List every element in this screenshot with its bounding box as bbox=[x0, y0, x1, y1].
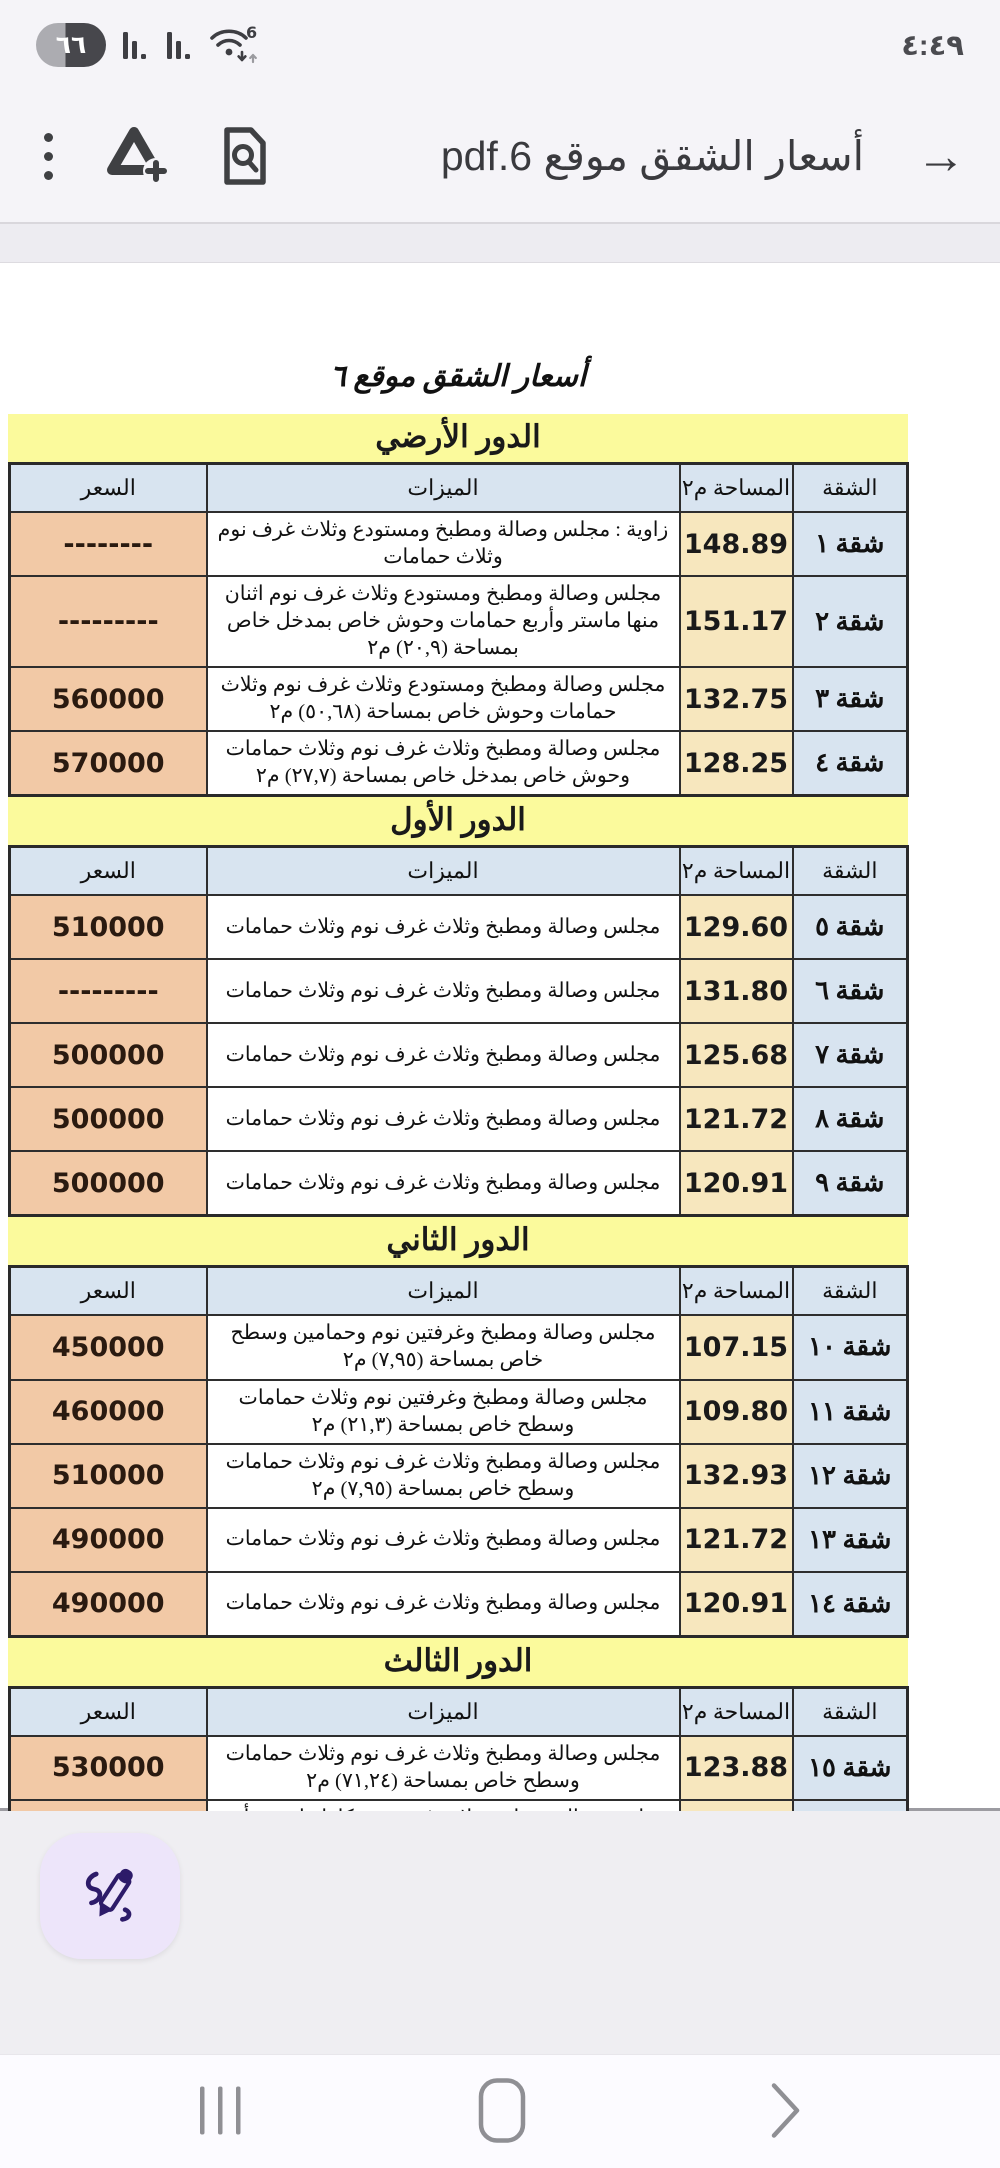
col-header-features: الميزات bbox=[207, 847, 680, 896]
area-cell: 148.89 bbox=[680, 512, 793, 576]
price-cell: --------- bbox=[10, 959, 207, 1023]
table-row bbox=[10, 1508, 908, 1572]
area-cell: 120.91 bbox=[680, 1572, 793, 1637]
col-header-price: السعر bbox=[10, 464, 207, 513]
apartment-cell: شقة ٤ bbox=[793, 731, 908, 796]
table-header-row bbox=[10, 1687, 908, 1736]
area-cell: 132.75 bbox=[680, 667, 793, 731]
table-row bbox=[10, 1572, 908, 1637]
price-table bbox=[8, 1265, 909, 1637]
price-cell: 570000 bbox=[10, 731, 207, 796]
price-cell: 490000 bbox=[10, 1572, 207, 1637]
features-cell: مجلس وصالة ومطبخ وثلاث غرف نوم وثلاث حمامات bbox=[207, 1087, 680, 1151]
table-header-row bbox=[10, 464, 908, 513]
area-cell: 109.80 bbox=[680, 1380, 793, 1444]
col-header-area: المساحة م٢ bbox=[680, 847, 793, 896]
table-row bbox=[10, 576, 908, 667]
area-cell: 121.72 bbox=[680, 1508, 793, 1572]
features-cell: مجلس وصالة ومطبخ وغرفتين نوم وثلاث حمامات وسطح خاص بمساحة (٢١,٣) م٢ bbox=[207, 1380, 680, 1444]
col-header-area: المساحة م٢ bbox=[680, 464, 793, 513]
area-cell: 129.60 bbox=[680, 895, 793, 959]
drive-add-icon bbox=[108, 127, 170, 185]
annotate-fab[interactable] bbox=[40, 1833, 180, 1959]
nav-recents-button[interactable] bbox=[186, 2078, 256, 2145]
back-button[interactable]: → bbox=[908, 121, 974, 191]
price-cell: 510000 bbox=[10, 895, 207, 959]
table-row bbox=[10, 959, 908, 1023]
svg-text:6: 6 bbox=[246, 23, 258, 42]
price-table bbox=[8, 845, 909, 1217]
area-cell: 151.17 bbox=[680, 576, 793, 667]
price-cell: 510000 bbox=[10, 1444, 207, 1508]
features-cell: مجلس وصالة ومطبخ ومستودع وثلاث غرف نوم اثنان منها ماستر وأربع حمامات وحوش خاص بمدخل خاص بمساحة (٢٠,٩) م٢ bbox=[207, 576, 680, 667]
features-cell: مجلس وصالة ومطبخ وثلاث غرف نوم وثلاث حمامات وسطح خاص بمساحة (٧١,٢٤) م٢ bbox=[207, 1736, 680, 1800]
apartment-cell: شقة ١ bbox=[793, 512, 908, 576]
find-in-document-button[interactable] bbox=[216, 121, 272, 191]
table-row bbox=[10, 1380, 908, 1444]
price-cell: 530000 bbox=[10, 1736, 207, 1800]
features-cell: مجلس وصالة ومطبخ وغرفتين نوم وحمامين وسطح خاص بمساحة (٧,٩٥) م٢ bbox=[207, 1315, 680, 1379]
floor-banner: الدور الأول bbox=[8, 797, 908, 845]
features-cell: مجلس وصالة ومطبخ وثلاث غرف نوم وثلاث حمامات وحوش خاص بمدخل خاص بمساحة (٢٧,٧) م٢ bbox=[207, 731, 680, 796]
area-cell: 121.72 bbox=[680, 1087, 793, 1151]
features-cell: مجلس وصالة ومطبخ وثلاث غرف نوم وثلاث حمامات bbox=[207, 959, 680, 1023]
area-cell: 120.91 bbox=[680, 1151, 793, 1216]
col-header-price: السعر bbox=[10, 1687, 207, 1736]
col-header-features: الميزات bbox=[207, 464, 680, 513]
apartment-cell: شقة ٦ bbox=[793, 959, 908, 1023]
apartment-cell: شقة ١٢ bbox=[793, 1444, 908, 1508]
price-cell: --------- bbox=[10, 576, 207, 667]
price-cell: 460000 bbox=[10, 1380, 207, 1444]
col-header-features: الميزات bbox=[207, 1687, 680, 1736]
area-cell: 128.25 bbox=[680, 731, 793, 796]
floor-banner: الدور الثالث bbox=[8, 1638, 908, 1686]
col-header-apartment: الشقة bbox=[793, 464, 908, 513]
pdf-page[interactable] bbox=[0, 263, 1000, 1811]
status-bar bbox=[0, 0, 1000, 90]
content-gutter-top bbox=[0, 224, 1000, 263]
col-header-features: الميزات bbox=[207, 1267, 680, 1316]
pdf-sections bbox=[8, 414, 908, 1866]
area-cell: 132.93 bbox=[680, 1444, 793, 1508]
col-header-area: المساحة م٢ bbox=[680, 1687, 793, 1736]
col-header-price: السعر bbox=[10, 1267, 207, 1316]
table-row bbox=[10, 512, 908, 576]
nav-home-button[interactable] bbox=[472, 2071, 532, 2152]
apartment-cell: شقة ٥ bbox=[793, 895, 908, 959]
features-cell: مجلس وصالة ومطبخ وثلاث غرف نوم وثلاث حمامات bbox=[207, 895, 680, 959]
price-cell: 450000 bbox=[10, 1315, 207, 1379]
col-header-price: السعر bbox=[10, 847, 207, 896]
price-cell: 490000 bbox=[10, 1508, 207, 1572]
floor-banner: الدور الثاني bbox=[8, 1217, 908, 1265]
table-row bbox=[10, 667, 908, 731]
col-header-apartment: الشقة bbox=[793, 1267, 908, 1316]
table-row bbox=[10, 1444, 908, 1508]
col-header-apartment: الشقة bbox=[793, 1687, 908, 1736]
features-cell: زاوية : مجلس وصالة ومطبخ ومستودع وثلاث غرف نوم وثلاث حمامات bbox=[207, 512, 680, 576]
price-cell: 500000 bbox=[10, 1151, 207, 1216]
features-cell: مجلس وصالة ومطبخ ومستودع وثلاث غرف نوم وثلاث حمامات وحوش خاص بمساحة (٥٠,٦٨) م٢ bbox=[207, 667, 680, 731]
col-header-area: المساحة م٢ bbox=[680, 1267, 793, 1316]
cellular-signal-icon-2 bbox=[164, 27, 194, 63]
wifi-6-icon bbox=[208, 24, 260, 66]
apartment-cell: شقة ٢ bbox=[793, 576, 908, 667]
floor-banner: الدور الأرضي bbox=[8, 414, 908, 462]
price-cell: -------- bbox=[10, 512, 207, 576]
nav-back-button[interactable] bbox=[762, 2073, 810, 2150]
recents-icon bbox=[192, 2084, 250, 2136]
table-row bbox=[10, 1315, 908, 1379]
overflow-menu-icon bbox=[44, 128, 53, 185]
area-cell: 125.68 bbox=[680, 1023, 793, 1087]
table-header-row bbox=[10, 847, 908, 896]
table-row bbox=[10, 1736, 908, 1800]
apartment-cell: شقة ١٤ bbox=[793, 1572, 908, 1637]
android-nav-bar bbox=[0, 2054, 1000, 2168]
apartment-cell: شقة ٩ bbox=[793, 1151, 908, 1216]
file-title: أسعار الشقق موقع 6.pdf bbox=[440, 133, 864, 179]
overflow-menu-button[interactable] bbox=[26, 121, 70, 191]
features-cell: مجلس وصالة ومطبخ وثلاث غرف نوم وثلاث حمامات bbox=[207, 1151, 680, 1216]
apartment-cell: شقة ١٠ bbox=[793, 1315, 908, 1379]
apartment-cell: شقة ٨ bbox=[793, 1087, 908, 1151]
apartment-cell: شقة ٣ bbox=[793, 667, 908, 731]
area-cell: 123.88 bbox=[680, 1736, 793, 1800]
back-chevron-icon bbox=[768, 2079, 804, 2141]
apartment-cell: شقة ١٣ bbox=[793, 1508, 908, 1572]
price-cell: 560000 bbox=[10, 667, 207, 731]
apartment-cell: شقة ١٥ bbox=[793, 1736, 908, 1800]
table-row bbox=[10, 731, 908, 796]
content-gutter-bottom bbox=[0, 1811, 1000, 2054]
area-cell: 131.80 bbox=[680, 959, 793, 1023]
cellular-signal-icon-1 bbox=[120, 27, 150, 63]
price-table bbox=[8, 462, 909, 797]
app-bar bbox=[0, 90, 1000, 222]
table-row bbox=[10, 895, 908, 959]
col-header-apartment: الشقة bbox=[793, 847, 908, 896]
find-in-document-icon bbox=[219, 125, 269, 187]
table-header-row bbox=[10, 1267, 908, 1316]
features-cell: مجلس وصالة ومطبخ وثلاث غرف نوم وثلاث حمامات bbox=[207, 1508, 680, 1572]
features-cell: مجلس وصالة ومطبخ وثلاث غرف نوم وثلاث حمامات bbox=[207, 1572, 680, 1637]
price-cell: 500000 bbox=[10, 1087, 207, 1151]
pen-annotate-icon bbox=[77, 1863, 143, 1929]
home-icon bbox=[478, 2077, 526, 2143]
area-cell: 107.15 bbox=[680, 1315, 793, 1379]
table-row bbox=[10, 1151, 908, 1216]
apartment-cell: شقة ٧ bbox=[793, 1023, 908, 1087]
clock: ٤:٤٩ bbox=[901, 29, 964, 62]
battery-indicator: ٦٦ bbox=[36, 23, 106, 67]
table-row bbox=[10, 1087, 908, 1151]
features-cell: مجلس وصالة ومطبخ وثلاث غرف نوم وثلاث حمامات bbox=[207, 1023, 680, 1087]
apartment-cell: شقة ١١ bbox=[793, 1380, 908, 1444]
document-title: أسعار الشقق موقع ٦ bbox=[329, 360, 587, 393]
price-cell: 500000 bbox=[10, 1023, 207, 1087]
add-to-drive-button[interactable] bbox=[106, 121, 172, 191]
table-row bbox=[10, 1023, 908, 1087]
features-cell: مجلس وصالة ومطبخ وثلاث غرف نوم وثلاث حمامات وسطح خاص بمساحة (٧,٩٥) م٢ bbox=[207, 1444, 680, 1508]
